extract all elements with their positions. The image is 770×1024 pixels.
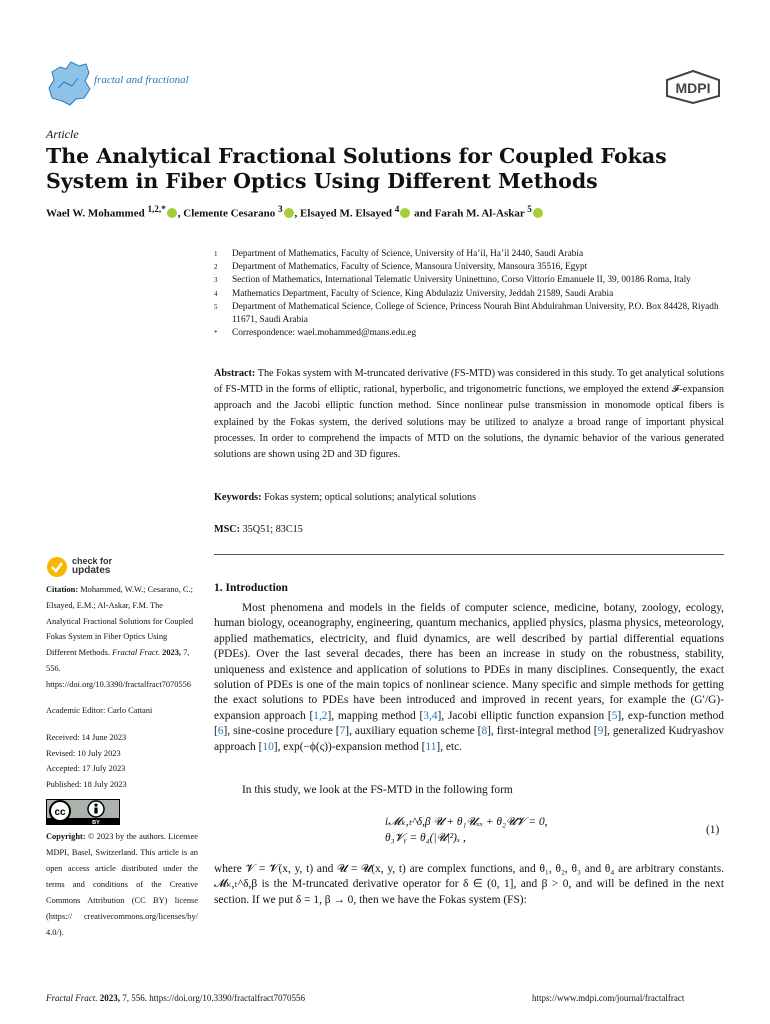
intro-text: ], Jacobi elliptic function expansion [ [437, 709, 612, 722]
journal-name: fractal and fractional [94, 74, 189, 86]
intro-text: ], first-integral method [ [487, 725, 598, 738]
abstract [214, 366, 724, 463]
author-and: and [411, 207, 435, 220]
msc-text: 35Q51; 83C15 [242, 524, 303, 535]
check-updates-line2: updates [72, 565, 111, 576]
author-name: Elsayed M. Elsayed [300, 207, 393, 220]
academic-editor: Academic Editor: Carlo Cattani [46, 706, 153, 715]
citation-link[interactable]: 9 [597, 725, 604, 738]
citation-journal: Fractal Fract. [112, 648, 161, 658]
citation-link[interactable]: 5 [611, 709, 618, 722]
publication-dates [46, 730, 127, 792]
footer-year: 2023, [99, 993, 120, 1003]
msc-label: MSC: [214, 524, 241, 535]
author-sup: 1,2,* [147, 204, 166, 214]
check-updates-icon [46, 556, 68, 578]
affiliation-number: 2 [214, 263, 218, 272]
keywords-text: Fokas system; optical solutions; analytical solutions [264, 492, 477, 503]
affiliation-text: Section of Mathematics, International Telematic University Uninettuno, Corso Vittorio Emanuele II, 39, 00186 Roma, Italy [232, 275, 691, 286]
section-divider [214, 554, 724, 555]
equation-1 [385, 814, 548, 846]
cc-by-label: BY [92, 820, 100, 825]
date-revised: Revised: 10 July 2023 [46, 748, 121, 758]
citation-link[interactable]: 11 [425, 740, 437, 753]
affiliation-text: Department of Mathematical Science, College of Science, Princess Nourah Bint Abdulrahman University, P.O. Box 84428, Riyadh 11671, Saudi Arabia [232, 301, 719, 326]
keywords [214, 492, 724, 503]
citation-block [46, 582, 196, 693]
citation-year: 2023, [162, 648, 181, 658]
correspondence-text[interactable]: Correspondence: wael.mohammed@mans.edu.eg [232, 328, 417, 339]
copyright-text: © 2023 by the authors. Licensee MDPI, Basel, Switzerland. This article is an open access article distributed under the terms and conditions of the Creative Commons Attribution (CC BY) license (https:// creativecommons.org/licenses/by/ 4.0/). [46, 832, 198, 937]
footer-journal-url[interactable]: https://www.mdpi.com/journal/fractalfract [532, 993, 685, 1003]
abstract-text: The Fokas system with M-truncated derivative (FS-MTD) was considered in this study. To get analytical solutions of FS-MTD in the forms of elliptic, rational, hyperbolic, and trigonometric functions, we employed the extend 𝓕-expansion approach and the Jacobi elliptic function method. Since nonlinear pulse transmission in monomode optical fibers is explained by the Fokas system, the derived solutions may be utilized to analyze a broad range of important physical processes. In order to comprehend the impacts of MTD on the solutions, the dynamic behavior of the various generated solutions are shown using 2D and 3D figures. [214, 368, 724, 461]
affiliation-row [214, 248, 724, 261]
intro-paragraph [214, 601, 724, 755]
footer-journal: Fractal Fract. [46, 993, 98, 1003]
intro-text: ], exp(−ϕ(ς))-expansion method [ [273, 740, 426, 753]
section-heading-introduction: 1. Introduction [214, 582, 288, 594]
orcid-icon[interactable] [284, 208, 294, 218]
cc-label: cc [54, 807, 66, 818]
journal-logo-icon [46, 58, 92, 108]
check-updates-line1: check for [72, 556, 113, 566]
affiliation-text: Department of Mathematics, Faculty of Science, Mansoura University, Mansoura 35516, Egypt [232, 262, 588, 273]
keywords-label: Keywords: [214, 492, 262, 503]
author-name: Clemente Cesarano [183, 207, 276, 220]
equation-line-1: i𝓜ₖ,ₜ^δ,β 𝓤 + θ₁𝓤ₓₓ + θ₂𝓤𝓥 = 0, [385, 816, 548, 828]
intro-text: ], mapping method [ [327, 709, 424, 722]
intro-text: ], auxiliary equation scheme [ [345, 725, 482, 738]
copyright-block [46, 829, 198, 941]
footer-citation [46, 993, 305, 1003]
citation-text: Mohammed, W.W.; Cesarano, C.; Elsayed, E.M.; Al-Askar, F.M. The Analytical Fractional Solutions for Coupled Fokas System in Fiber Optics Using Different Methods. [46, 585, 194, 658]
copyright-label: Copyright: [46, 832, 86, 841]
affiliation-row [214, 327, 724, 340]
article-type: Article [46, 127, 79, 141]
date-accepted: Accepted: 17 July 2023 [46, 764, 126, 773]
affiliation-row [214, 261, 724, 274]
citation-link[interactable]: 1,2 [313, 709, 328, 722]
author-name: Farah M. Al-Askar [434, 207, 525, 220]
author-separator: , [294, 207, 301, 220]
author-separator: , [177, 207, 184, 220]
date-published: Published: 18 July 2023 [46, 779, 127, 789]
author-sup: 3 [277, 204, 283, 214]
intro-text: ], etc. [436, 740, 463, 753]
citation-label: Citation: [46, 585, 79, 594]
equation-line-2: θ₃𝓥ᵧ = θ₄(|𝓤|²)ₓ , [385, 832, 466, 844]
intro-text: Most phenomena and models in the fields of computer science, medicine, botany, zoology, ecology, human biology, oceanography, engineering, quantum mechanics, applied physics, plasma physics, meteorology, applied mathematics, electricity, and fluid dynamics, are well described by partial differential equations (PDEs). Over the last several decades, there has been an increase in study on the robustness, stability, uniqueness and existence and application of solutions to PDEs in many disciplines. Consequently, the exact solution of PDEs is one of the main topics of nonlinear science. Many specific and simple methods for getting the exact solutions to PDEs have been introduced and improved in recent years, for example the (G′/G)-expansion approach [ [214, 602, 724, 722]
mdpi-logo-text: MDPI [675, 80, 711, 96]
affiliation-number: 5 [214, 302, 218, 311]
affiliation-text: Department of Mathematics, Faculty of Science, University of Ha’il, Ha’il 2440, Saudi Arabia [232, 249, 584, 259]
orcid-icon[interactable] [400, 208, 410, 218]
orcid-icon[interactable] [167, 208, 177, 218]
affiliation-row [214, 301, 724, 327]
paper-title: The Analytical Fractional Solutions for Coupled Fokas System in Fiber Optics Using Different Methods [46, 144, 667, 193]
author-sup: 5 [527, 204, 532, 214]
mdpi-logo-icon [664, 70, 722, 104]
author-sup: 4 [394, 204, 400, 214]
citation-link[interactable]: 10 [262, 740, 274, 753]
author-list [46, 204, 736, 220]
affiliation-number: 1 [214, 250, 218, 258]
citation-link[interactable]: 8 [481, 725, 488, 738]
affiliations [214, 248, 724, 340]
intro-text: ], sine-cosine procedure [ [223, 725, 340, 738]
intro-paragraph-2: In this study, we look at the FS-MTD in the following form [242, 784, 513, 796]
intro-paragraph-3: where 𝓥 = 𝓥(x, y, t) and 𝓤 = 𝓤(x, y, t) are complex functions, and θ₁, θ₂, θ₃ and θ₄ are arbitrary constants. 𝓜ₖ,ₜ^δ,β is the M-truncated derivative operator for δ ∈ (0, 1], and β > 0, and will be defined in the next section. If we put δ = 1, β → 0, then we have the Fokas system (FS): [214, 863, 724, 906]
abstract-label: Abstract: [214, 368, 256, 379]
affiliation-number: * [214, 329, 218, 338]
intro-text: ], exp-function method [ [214, 709, 724, 738]
affiliation-text: Mathematics Department, Faculty of Science, King Abdulaziz University, Jeddah 21589, Saudi Arabia [232, 288, 614, 299]
affiliation-number: 4 [214, 289, 218, 298]
orcid-icon[interactable] [533, 208, 543, 218]
date-received: Received: 14 June 2023 [46, 733, 127, 742]
cc-by-license-icon[interactable] [46, 799, 120, 825]
affiliation-row [214, 274, 724, 287]
citation-link[interactable]: 6 [217, 725, 224, 738]
intro-text: ], generalized Kudryashov approach [ [214, 725, 724, 753]
citation-link[interactable]: 3,4 [423, 709, 438, 722]
author-name: Wael W. Mohammed [46, 207, 145, 220]
citation-link[interactable]: 7 [339, 725, 346, 738]
citation-doi[interactable]: 7, 556. https://doi.org/10.3390/fractalfract7070556 [46, 648, 191, 689]
footer-doi[interactable]: 7, 556. https://doi.org/10.3390/fractalfract7070556 [122, 993, 306, 1003]
msc-codes [214, 524, 724, 535]
equation-number: (1) [706, 824, 720, 836]
affiliation-row [214, 288, 724, 301]
affiliation-number: 3 [214, 276, 218, 285]
